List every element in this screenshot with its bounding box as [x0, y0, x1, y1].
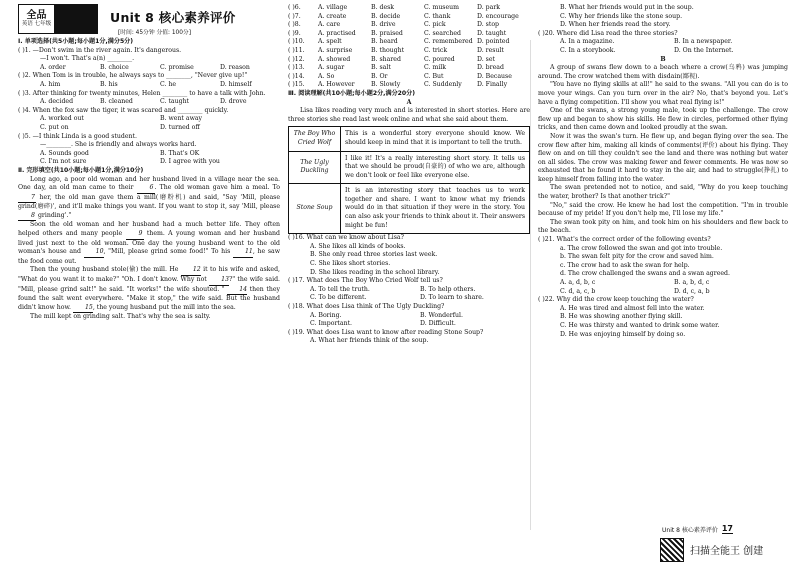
option: A. decided	[40, 98, 74, 106]
option: A. create	[318, 12, 347, 20]
option: B. shared	[371, 55, 401, 63]
cloze-blank: 15	[73, 304, 93, 314]
option: A. showed	[318, 55, 351, 63]
passage-b-paragraph: A group of swans flew down to a beach where a crow(乌鸦) was jumping around. The crow watched them with disdain(鄙视).	[538, 64, 788, 80]
story-title: The Boy Who Cried Wolf	[289, 127, 341, 150]
cloze-option-row	[288, 38, 530, 47]
cloze-blank: 8	[18, 212, 36, 222]
option: C. But	[424, 72, 444, 80]
cloze-option-row	[288, 21, 530, 30]
q18-stem: ( )18. What does Lisa think of The Ugly Duckling?	[288, 303, 445, 310]
q2-stem: ( )2. When Tom is in trouble, he always says to ________, "Never give up!"	[18, 72, 248, 80]
option: D. drove	[220, 98, 247, 106]
q3-options	[18, 98, 280, 107]
q4-options	[18, 115, 280, 132]
option: A. care	[318, 21, 341, 29]
passage-a-label: A	[406, 98, 412, 106]
option: D. himself	[220, 80, 252, 88]
q5-options	[18, 150, 280, 167]
table-row	[289, 127, 529, 150]
page-number: 17	[721, 524, 733, 533]
option: B. cleaned	[100, 98, 133, 106]
option: D. d, c, a, b	[674, 287, 710, 295]
column-middle	[288, 4, 530, 346]
option: B. a, b, d, c	[674, 279, 710, 286]
q1-stem: ( )1. —Don't swim in the river again. It's dangerous.	[18, 46, 182, 54]
option: A. In a magazine.	[560, 38, 615, 46]
option: B. drive	[371, 21, 396, 29]
cloze-blank: 13	[209, 276, 229, 286]
option: B. Or	[371, 72, 388, 80]
cloze-blank: 14	[227, 286, 247, 296]
cloze-option-row	[288, 81, 530, 90]
event-item: c. The crow had to ask the swan for help.	[560, 261, 690, 269]
cloze-text: them. A young woman and her husband lived just next to the old woman. One day the young husband went to the old woman's house and	[18, 230, 281, 256]
story-title: The Ugly Duckling	[289, 152, 341, 184]
option: D. reason	[220, 63, 250, 71]
option: A. worked out	[40, 115, 84, 123]
option: D. pointed	[477, 38, 510, 46]
logo-block	[55, 5, 97, 33]
q-number: ( )11.	[288, 46, 305, 54]
cloze-blank: 10	[84, 248, 104, 258]
logo-grade: 英语 七年级	[21, 21, 52, 27]
option: A. Sounds good	[40, 149, 89, 157]
option: C. Why her friends like the stone soup.	[560, 12, 683, 20]
option: A. order	[40, 63, 66, 71]
stories-table	[288, 126, 530, 234]
option: C. He was thirsty and wanted to drink some water.	[560, 321, 720, 329]
q3-stem: ( )3. After thinking for twenty minutes, Helen ________ to have a talk with John.	[18, 89, 266, 97]
option: B. his	[100, 80, 118, 88]
cloze-text: then they found the salt went everywhere. "Make it stop," the wife said. But the husband didn't know how.	[18, 285, 280, 311]
option: D. result	[477, 46, 504, 54]
option: C. Suddenly	[424, 81, 462, 89]
cloze-option-row	[288, 64, 530, 73]
table-row	[289, 183, 529, 233]
option: D. I agree with you	[160, 158, 220, 166]
cloze-text: her, the old man gave them a mill(磨粉机) and said, "Say 'Mill, please grind(磨碎)', and it'll make things you want. If you want to stop it, say 'Mill, please	[18, 193, 281, 211]
q-number: ( )10.	[288, 38, 305, 46]
option: C. promise	[160, 63, 194, 71]
option: B. praised	[371, 29, 403, 37]
option: B. salt	[371, 64, 391, 72]
q-number: ( )7.	[288, 12, 301, 20]
cloze-paragraph: The mill kept on grinding salt. That's why the sea is salty.	[30, 313, 211, 321]
option: A. To tell the truth.	[310, 285, 370, 293]
passage-b-paragraph: One of the swans, a strong young male, took up the challenge. The crow flew up and began to show his skills. He flew in circles, performed other flying tricks, and then came down and looked proudly at the swan.	[538, 107, 788, 132]
option: C. thank	[424, 12, 451, 20]
passage-b-paragraph: "No," said the crow. He knew he had lost the competition. "I'm in trouble because of my pride! If you don't help me, I'll lose my life."	[538, 201, 788, 218]
option: D. bread	[477, 64, 504, 72]
column-left	[18, 38, 280, 322]
option: C. taught	[160, 98, 190, 106]
option: C. pick	[424, 21, 446, 29]
option: B. She only read three stories last week.	[310, 251, 438, 259]
option: A. village	[318, 4, 348, 11]
option: C. She likes short stories.	[310, 260, 391, 268]
cloze-text: . The old woman gave him a meal. To	[154, 184, 280, 192]
logo-brand: 全品	[26, 10, 47, 21]
cloze-blank: 9	[126, 230, 144, 240]
option: C. trick	[424, 46, 448, 54]
story-comment: I like it! It's a really interesting short story. It tells us that we should be proud(自豪的) of who we are, although we don't look or feel like everyone else.	[345, 154, 525, 179]
q-number: ( )15.	[288, 81, 305, 89]
option: B. heard	[371, 38, 398, 46]
cloze-text: grinding'."	[37, 211, 72, 219]
cloze-blank: 6	[137, 184, 155, 194]
q21-events	[538, 245, 788, 279]
cloze-text: , he saw the food come out.	[18, 248, 280, 265]
option: B. went away	[160, 115, 203, 123]
option: D. He was enjoying himself by doing so.	[560, 330, 686, 338]
option: B. In a newspaper.	[674, 38, 733, 46]
option: B. That's OK	[160, 149, 200, 157]
cloze-text: , "Mill, please grind some food!" To his	[103, 248, 231, 256]
table-row	[289, 151, 529, 184]
cloze-text: Then the young husband stole(偷) the mill. He	[30, 266, 179, 274]
option: B. decide	[371, 12, 401, 20]
option: A. sugar	[318, 64, 345, 72]
option: D. Difficult.	[420, 320, 456, 328]
option: D. stop	[477, 21, 500, 29]
q1-options	[18, 64, 280, 73]
option: D. turned off	[160, 123, 200, 131]
publisher-logo	[18, 4, 98, 34]
cloze-text: it to his wife and asked, "What do you want it to make?" "Oh. I don't know. Why not	[18, 266, 281, 284]
q5-stem: ( )5. —I think Linda is a good student.	[18, 132, 137, 140]
q-number: ( )9.	[288, 29, 301, 37]
option: A. Boring.	[310, 311, 342, 319]
option: B. He was showing another flying skill.	[560, 313, 683, 321]
option: A. She likes all kinds of books.	[310, 242, 406, 250]
option: D. She likes reading in the school library.	[310, 268, 440, 276]
option: A. a, d, b, c	[560, 279, 596, 286]
q16-options	[288, 243, 530, 277]
option: C. searched	[424, 29, 462, 37]
option: A. him	[40, 80, 61, 88]
cloze-option-row	[288, 73, 530, 82]
option: C. I'm not sure	[40, 158, 87, 166]
option: D. encourage	[477, 12, 519, 20]
option: B. desk	[371, 4, 395, 11]
passage-b-paragraph: The swan pretended not to notice, and said, "Why do you keep touching the water, brother? Is that another trick?"	[538, 184, 788, 201]
passage-b-label: B	[660, 55, 666, 63]
cloze-blank: 12	[181, 266, 201, 276]
option: D. Finally	[477, 81, 508, 89]
option: B. thought	[371, 46, 405, 54]
passage-a-intro: Lisa likes reading very much and is interested in short stories. Here are three stories she read last week online and what she said about them.	[288, 107, 530, 123]
option: A. He was tired and almost fell into the water.	[560, 304, 705, 312]
q18-options	[288, 312, 530, 329]
q22-stem: ( )22. Why did the crow keep touching the water?	[538, 296, 694, 304]
q4-stem: ( )4. When the fox saw the tiger, it was scared and ________ quickly.	[18, 106, 229, 114]
q17-options	[288, 286, 530, 303]
option: D. To learn to share.	[420, 294, 484, 302]
cloze-option-row	[288, 56, 530, 65]
footer-unit-label: Unit 8 核心素养评价	[662, 526, 718, 534]
cloze-paragraph	[18, 176, 280, 222]
q-number: ( )8.	[288, 21, 301, 29]
event-item: a. The crow followed the swan and got into trouble.	[560, 244, 723, 252]
option: B. Wonderful.	[420, 311, 463, 319]
option: D. set	[477, 55, 495, 63]
q21-stem: ( )21. What's the correct order of the following events?	[538, 236, 711, 244]
q5-stem2: —________. She is friendly and always works hard.	[40, 141, 197, 149]
q1-stem2: —I won't. That's a(n) ________.	[40, 55, 135, 63]
option: C. he	[160, 80, 177, 88]
q19-options	[288, 337, 530, 346]
cloze-option-row	[288, 4, 530, 13]
option: D. On the Internet.	[674, 46, 734, 54]
cloze-text: , the young husband put the mill into the sea.	[92, 303, 236, 311]
option: A. practised	[318, 29, 356, 37]
story-comment: This is a wonderful story everyone should know. We should keep in mind that it is important to tell the truth.	[345, 130, 525, 146]
event-item: b. The swan felt pity for the crow and saved him.	[560, 253, 714, 261]
q-number: ( )14.	[288, 72, 305, 80]
option: C. In a storybook.	[560, 46, 616, 54]
time-info: [时间: 45分钟 分值: 100分]	[118, 30, 191, 36]
section3-heading: Ⅲ. 阅读理解(共10小题;每小题2分,满分20分)	[288, 89, 416, 97]
q20-stem: ( )20. Where did Lisa read the three stories?	[538, 29, 678, 37]
option: C. To be different.	[310, 294, 367, 302]
q22-options	[538, 305, 788, 339]
story-title: Stone Soup	[289, 184, 341, 233]
q20-options	[538, 38, 788, 55]
cloze-option-row	[288, 47, 530, 56]
column-divider	[530, 40, 531, 530]
cloze-blank: 7	[18, 194, 36, 204]
story-comment: It is an interesting story that teaches us to work together and share. I want to know what my friends would do in that situation if they were in the story. You can also ask your friends to think about it. Their answers might be fun!	[345, 187, 525, 229]
event-item: d. The crow challenged the swans and a swan agreed.	[560, 270, 730, 278]
option: C. d, a, c, b	[560, 287, 596, 295]
option: C. put on	[40, 123, 69, 131]
option: B. choice	[100, 63, 129, 71]
option: A. surprise	[318, 46, 353, 54]
section1-heading: Ⅰ. 单项选择(共5小题;每小题1分,满分5分)	[18, 38, 134, 45]
qr-code-icon	[660, 538, 684, 562]
column-right	[538, 4, 788, 339]
cloze-option-row	[288, 30, 530, 39]
cloze-paragraph	[18, 221, 280, 266]
cloze-option-row	[288, 13, 530, 22]
q19-options-cont	[538, 4, 788, 30]
cloze-text: Soon the old woman and her husband had a much better life. They often helped others and many people	[18, 221, 280, 238]
q21-options	[538, 279, 788, 296]
option: D. park	[477, 4, 501, 11]
q-number: ( )6.	[288, 4, 301, 11]
option: A. So	[318, 72, 335, 80]
scanner-watermark: 扫描全能王 创建	[690, 546, 764, 557]
option: C. remembered	[424, 38, 473, 46]
q2-options	[18, 81, 280, 90]
option: A. spelt	[318, 38, 342, 46]
passage-b-paragraph: "You have no flying skills at all!" he said to the swans. "All you can do is to move your wings. Can you turn over in the air? No, that's beyond you. Let's have a flying competition. I'll show you what real flying is!"	[538, 81, 788, 106]
option: B. Slowly	[371, 81, 401, 89]
q16-stem: ( )16. What can we know about Lisa?	[288, 234, 404, 242]
option: B. What her friends would put in the soup.	[560, 4, 694, 11]
q19-stem: ( )19. What does Lisa want to know after reading Stone Soup?	[288, 328, 484, 336]
cloze-paragraph	[18, 266, 280, 313]
option: D. When her friends read the story.	[560, 21, 671, 29]
passage-b-paragraph: Now it was the swan's turn. He flew up, and began flying over the sea. The crow flew after him, making all kinds of comments(评价) about his flying. They flew on and on till they couldn't see the land and there was nothing but water on all sides. The crow was making fewer and fewer comments. He was now so exhausted that he found it hard to stay in the air, and had to struggle(挣扎) to keep himself from falling into the water.	[538, 132, 788, 183]
q17-stem: ( )17. What does The Boy Who Cried Wolf tell us?	[288, 277, 443, 285]
option: A. However	[318, 81, 355, 89]
option: C. poured	[424, 55, 455, 63]
cloze-text: ?" the wife said. "Mill, please grind salt!" he said. "It works!" the wife shouted. "	[18, 276, 280, 293]
q-number: ( )12.	[288, 55, 305, 63]
option: D. taught	[477, 29, 507, 37]
option: A. What her friends think of the soup.	[310, 337, 429, 345]
option: C. Important.	[310, 320, 353, 328]
option: B. To help others.	[420, 285, 476, 293]
q-number: ( )13.	[288, 64, 305, 72]
option: D. Because	[477, 72, 512, 80]
cloze-blank: 11	[233, 248, 253, 258]
option: C. museum	[424, 4, 459, 11]
page-footer	[662, 524, 733, 534]
passage-b-paragraph: The swan took pity on him, and took him on his shoulders and flew back to the beach.	[538, 218, 788, 235]
section2-heading: Ⅱ. 完形填空(共10小题;每小题1分,满分10分)	[18, 166, 144, 174]
cloze-text: Long ago, a poor old woman and her husband lived in a village near the sea. One day, an old man came to their	[18, 175, 280, 192]
option: C. milk	[424, 64, 447, 72]
page-title: Unit 8 核心素养评价	[110, 10, 236, 25]
cloze-options	[288, 4, 530, 90]
